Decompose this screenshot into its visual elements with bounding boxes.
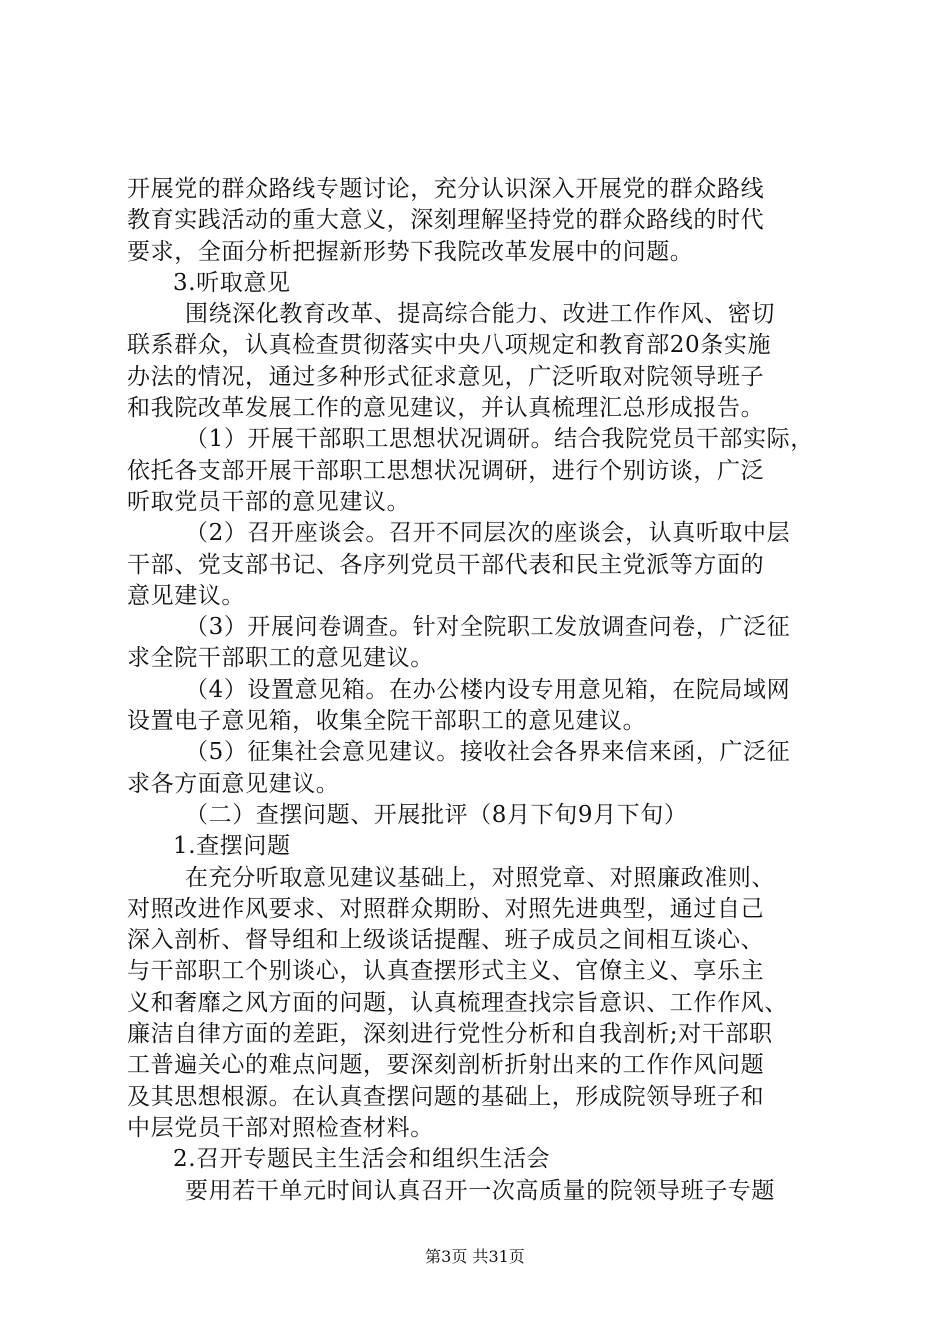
text-line: 对照改进作风要求、对照群众期盼、对照先进典型，通过自己 bbox=[127, 895, 765, 922]
text-line: 联系群众，认真检查贯彻落实中央八项规定和教育部20条实施 bbox=[127, 332, 772, 359]
text-line: 廉洁自律方面的差距，深刻进行党性分析和自我剖析;对干部职 bbox=[127, 1021, 773, 1048]
text-line: 工普遍关心的难点问题，要深刻剖析折射出来的工作作风问题 bbox=[127, 1052, 765, 1079]
text-line: 求全院干部职工的意见建议。 bbox=[127, 645, 434, 672]
text-line: 与干部职工个别谈心，认真查摆形式主义、官僚主义、享乐主 bbox=[127, 958, 765, 985]
text-line: （1）开展干部职工思想状况调研。结合我院党员干部实际， bbox=[185, 426, 814, 453]
document-body bbox=[127, 174, 831, 1207]
text-line: 办法的情况，通过多种形式征求意见，广泛听取对院领导班子 bbox=[127, 363, 765, 390]
text-line: 2.召开专题民主生活会和组织生活会 bbox=[173, 1146, 551, 1173]
text-line: 要用若干单元时间认真召开一次高质量的院领导班子专题 bbox=[185, 1177, 775, 1204]
text-line: 围绕深化教育改革、提高综合能力、改进工作作风、密切 bbox=[185, 301, 775, 328]
text-line: 1.查摆问题 bbox=[173, 833, 291, 860]
text-line: 和我院改革发展工作的意见建议，并认真梳理汇总形成报告。 bbox=[127, 395, 765, 422]
text-line: 依托各支部开展干部职工思想状况调研，进行个别访谈，广泛 bbox=[127, 457, 765, 484]
text-line: （5）征集社会意见建议。接收社会各界来信来函，广泛征 bbox=[185, 739, 791, 766]
text-line: 深入剖析、督导组和上级谈话提醒、班子成员之间相互谈心、 bbox=[127, 927, 765, 954]
text-line: 及其思想根源。在认真查摆问题的基础上，形成院领导班子和 bbox=[127, 1083, 765, 1110]
text-line: （4）设置意见箱。在办公楼内设专用意见箱，在院局域网 bbox=[185, 676, 791, 703]
text-line: （2）召开座谈会。召开不同层次的座谈会，认真听取中层 bbox=[185, 520, 791, 547]
text-line: 3.听取意见 bbox=[173, 269, 291, 296]
text-line: （3）开展问卷调查。针对全院职工发放调查问卷，广泛征 bbox=[185, 614, 791, 641]
text-line: 义和奢靡之风方面的问题，认真梳理查找宗旨意识、工作作风、 bbox=[127, 989, 788, 1016]
text-line: 教育实践活动的重大意义，深刻理解坚持党的群众路线的时代 bbox=[127, 207, 765, 234]
text-line: 听取党员干部的意见建议。 bbox=[127, 488, 411, 515]
text-line: 意见建议。 bbox=[127, 582, 245, 609]
text-line: 开展党的群众路线专题讨论，充分认识深入开展党的群众路线 bbox=[127, 176, 765, 202]
text-line: （二）查摆问题、开展批评（8月下旬9月下旬） bbox=[185, 801, 688, 828]
text-line: 要求，全面分析把握新形势下我院改革发展中的问题。 bbox=[127, 238, 694, 265]
page-footer: 第3页 共31页 bbox=[425, 1247, 525, 1266]
text-line: 设置电子意见箱，收集全院干部职工的意见建议。 bbox=[127, 708, 647, 735]
text-line: 中层党员干部对照检查材料。 bbox=[127, 1114, 434, 1141]
text-line: 在充分听取意见建议基础上，对照党章、对照廉政准则、 bbox=[185, 864, 775, 891]
text-line: 干部、党支部书记、各序列党员干部代表和民主党派等方面的 bbox=[127, 551, 765, 578]
text-line: 求各方面意见建议。 bbox=[127, 770, 340, 797]
